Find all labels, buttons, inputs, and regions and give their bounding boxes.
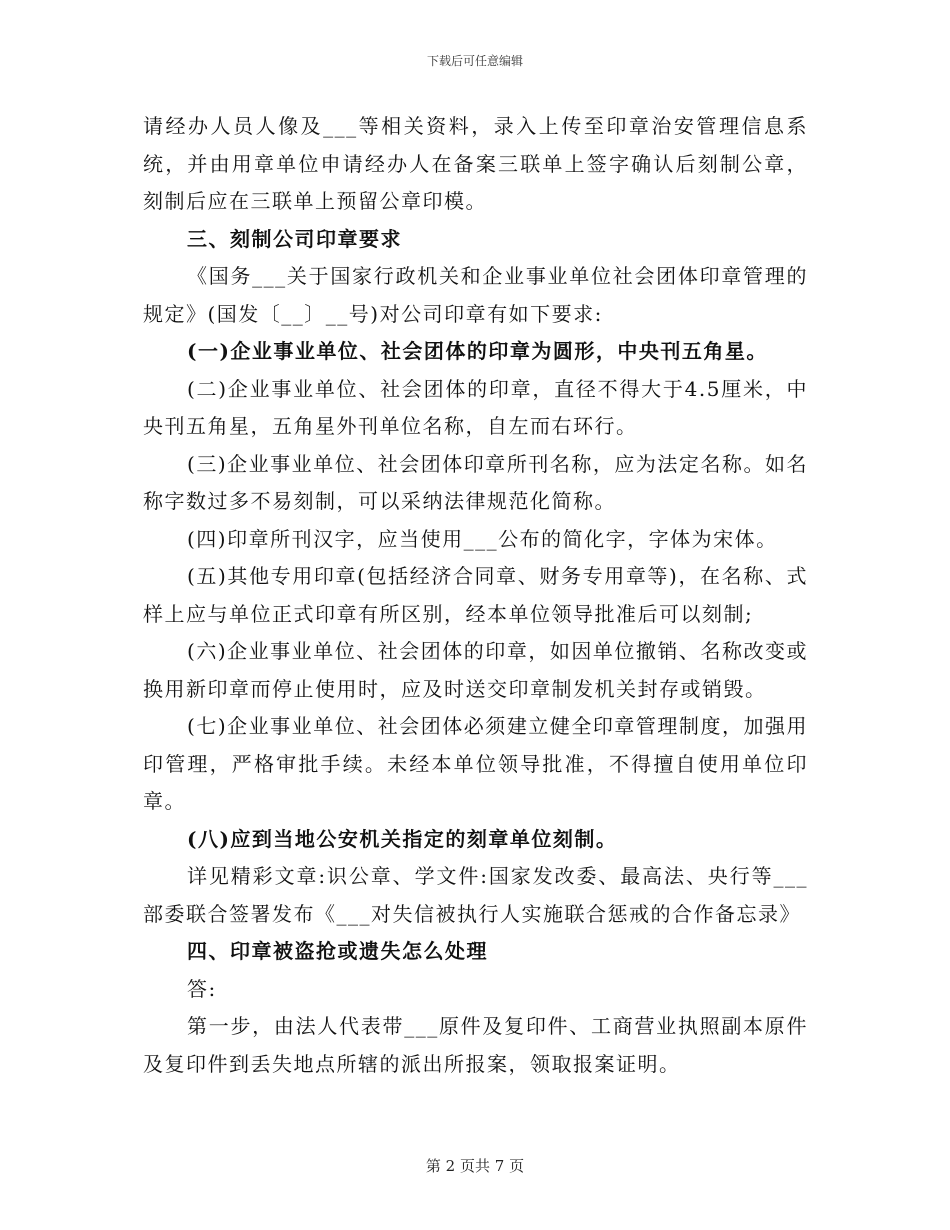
paragraph-step-1: 第一步，由法人代表带___原件及复印件、工商营业执照副本原件及复印件到丢失地点所辖的派出所报案，领取报案证明。 — [143, 1014, 808, 1076]
paragraph-related-article: 详见精彩文章:识公章、学文件:国家发改委、最高法、央行等___部委联合签署发布《___对失信被执行人实施联合惩戒的合作备忘录》 — [143, 864, 808, 926]
list-item-2: (二)企业事业单位、社会团体的印章，直径不得大于4.5厘米，中央刊五角星，五角星外刊单位名称，自左而右环行。 — [143, 376, 808, 438]
paragraph-answer-label: 答: — [187, 976, 217, 1001]
page-number: 第 2 页共 7 页 — [425, 1157, 525, 1175]
document-body — [143, 108, 808, 1083]
list-item-3: (三)企业事业单位、社会团体印章所刊名称，应为法定名称。如名称字数过多不易刻制，可以采纳法律规范化简称。 — [143, 451, 808, 513]
list-item-4: (四)印章所刊汉字，应当使用___公布的简化字，字体为宋体。 — [187, 526, 778, 551]
list-item-8: (八)应到当地公安机关指定的刻章单位刻制。 — [187, 826, 618, 851]
paragraph-intro: 《国务___关于国家行政机关和企业事业单位社会团体印章管理的规定》(国发〔__〕__号)对公司印章有如下要求: — [143, 264, 808, 326]
list-item-1: (一)企业事业单位、社会团体的印章为圆形，中央刊五角星。 — [187, 339, 768, 363]
paragraph-continuation: 请经办人员人像及___等相关资料，录入上传至印章治安管理信息系统，并由用章单位申请经办人在备案三联单上签字确认后刻制公章，刻制后应在三联单上预留公章印模。 — [143, 114, 808, 213]
list-item-6: (六)企业事业单位、社会团体的印章，如因单位撤销、名称改变或换用新印章而停止使用时，应及时送交印章制发机关封存或销毁。 — [143, 639, 808, 701]
section-heading-3: 三、刻制公司印章要求 — [187, 226, 402, 251]
list-item-7: (七)企业事业单位、社会团体必须建立健全印章管理制度，加强用印管理，严格审批手续。未经本单位领导批准，不得擅自使用单位印章。 — [143, 714, 808, 813]
section-heading-4: 四、印章被盗抢或遗失怎么处理 — [187, 939, 488, 963]
list-item-5: (五)其他专用印章(包括经济合同章、财务专用章等)，在名称、式样上应与单位正式印章有所区别，经本单位领导批准后可以刻制; — [143, 564, 808, 626]
page-header-note: 下载后可任意编辑 — [426, 54, 523, 68]
